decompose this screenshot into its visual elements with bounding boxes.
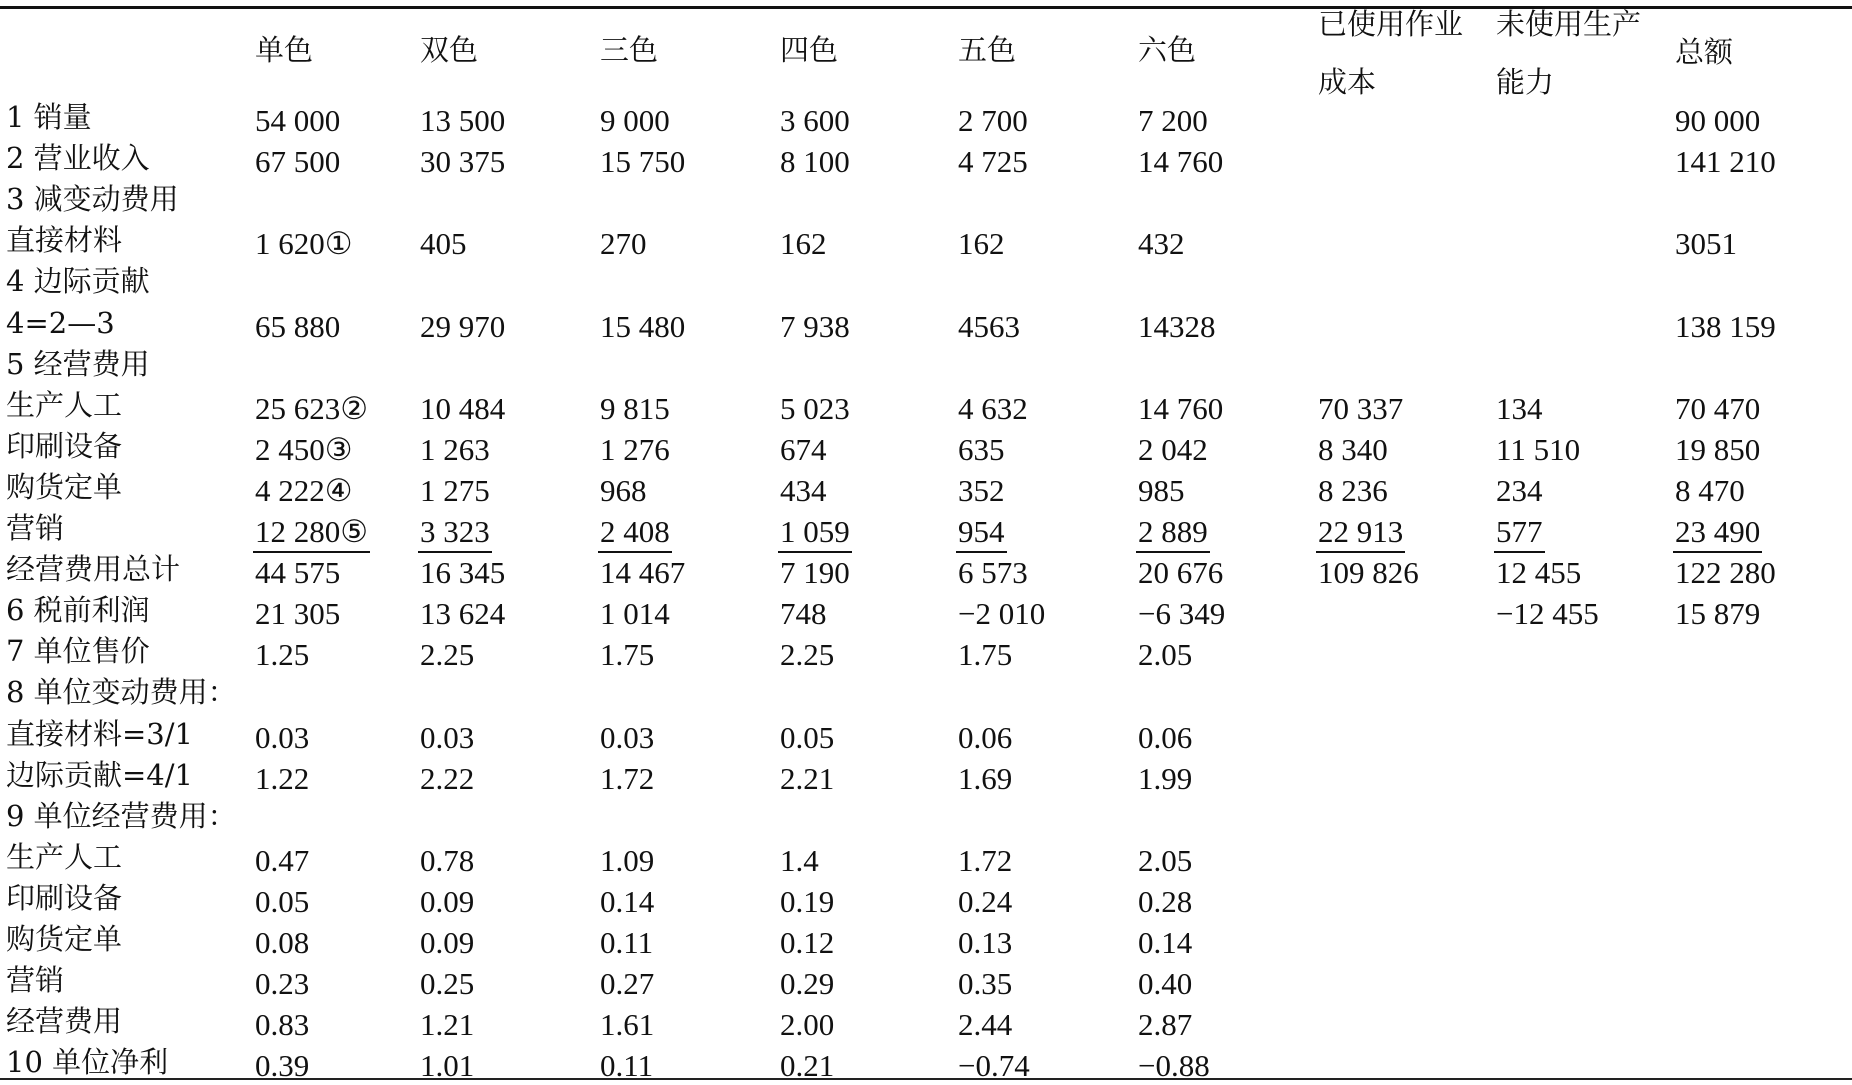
cell-single-color: 4 222④ xyxy=(255,473,353,508)
cell-single-color: 1.25 xyxy=(255,637,310,672)
cell-two-color: 0.09 xyxy=(420,925,475,960)
subtotal-underline xyxy=(598,551,672,553)
cell-three-color: 1.75 xyxy=(600,637,655,672)
row-label: 4 边际贡献 xyxy=(6,264,150,298)
cell-six-color: 985 xyxy=(1138,473,1185,508)
row-label: 生产人工 xyxy=(6,840,123,874)
cell-four-color: 162 xyxy=(780,226,827,261)
header-used-activity-cost-line2: 成本 xyxy=(1318,65,1377,99)
header-used-activity-cost-line1: 已使用作业 xyxy=(1318,7,1464,41)
header-unused-capacity-line1: 未使用生产 xyxy=(1496,7,1642,41)
cell-four-color: 7 938 xyxy=(780,309,850,344)
cell-total: 70 470 xyxy=(1675,391,1761,426)
cell-six-color: 2 889 xyxy=(1138,514,1208,549)
row-label: 购货定单 xyxy=(6,470,123,504)
cell-four-color: 8 100 xyxy=(780,144,850,179)
cell-total: 3051 xyxy=(1675,226,1737,261)
cell-unused-capacity: 234 xyxy=(1496,473,1543,508)
cell-two-color: 0.03 xyxy=(420,720,475,755)
cell-single-color: 0.39 xyxy=(255,1048,310,1083)
cell-single-color: 0.23 xyxy=(255,966,310,1001)
cell-three-color: 0.03 xyxy=(600,720,655,755)
cell-three-color: 0.27 xyxy=(600,966,655,1001)
cell-five-color: 0.13 xyxy=(958,925,1013,960)
cell-four-color: 434 xyxy=(780,473,827,508)
cell-single-color: 12 280⑤ xyxy=(255,514,369,549)
header-five-color: 五色 xyxy=(958,33,1017,67)
cell-six-color: 14 760 xyxy=(1138,144,1224,179)
cell-five-color: 0.35 xyxy=(958,966,1013,1001)
cell-four-color: 7 190 xyxy=(780,555,850,590)
cell-four-color: 0.05 xyxy=(780,720,835,755)
cell-total: 15 879 xyxy=(1675,596,1761,631)
cell-six-color: 14 760 xyxy=(1138,391,1224,426)
cell-two-color: 10 484 xyxy=(420,391,506,426)
cell-single-color: 25 623② xyxy=(255,391,369,426)
cell-six-color: 14328 xyxy=(1138,309,1216,344)
row-label: 直接材料 xyxy=(6,223,123,257)
cell-two-color: 29 970 xyxy=(420,309,506,344)
cell-two-color: 0.78 xyxy=(420,843,475,878)
cell-six-color: 2.05 xyxy=(1138,637,1193,672)
cell-five-color: 635 xyxy=(958,432,1005,467)
cell-single-color: 67 500 xyxy=(255,144,341,179)
cell-five-color: 1.72 xyxy=(958,843,1013,878)
cell-three-color: 1 276 xyxy=(600,432,670,467)
cell-five-color: 1.69 xyxy=(958,761,1013,796)
cell-five-color: 0.06 xyxy=(958,720,1013,755)
cell-five-color: 4 632 xyxy=(958,391,1028,426)
cell-six-color: 7 200 xyxy=(1138,103,1208,138)
cell-four-color: 0.19 xyxy=(780,884,835,919)
cell-five-color: −0.74 xyxy=(958,1048,1030,1083)
cell-three-color: 1 014 xyxy=(600,596,670,631)
cell-four-color: 2.25 xyxy=(780,637,835,672)
cell-used-cost: 70 337 xyxy=(1318,391,1404,426)
cell-six-color: 2 042 xyxy=(1138,432,1208,467)
cell-single-color: 2 450③ xyxy=(255,432,353,467)
cell-unused-capacity: 11 510 xyxy=(1496,432,1581,467)
cell-single-color: 0.05 xyxy=(255,884,310,919)
cell-two-color: 1.21 xyxy=(420,1007,475,1042)
subtotal-underline xyxy=(1673,551,1762,553)
cell-six-color: 2.05 xyxy=(1138,843,1193,878)
cell-two-color: 13 500 xyxy=(420,103,506,138)
cell-five-color: 4563 xyxy=(958,309,1020,344)
cell-five-color: 2 700 xyxy=(958,103,1028,138)
header-three-color: 三色 xyxy=(600,33,659,67)
cell-six-color: 2.87 xyxy=(1138,1007,1193,1042)
cell-three-color: 0.11 xyxy=(600,925,654,960)
row-label: 4=2—3 xyxy=(6,306,115,340)
cell-six-color: −6 349 xyxy=(1138,596,1226,631)
cell-six-color: 20 676 xyxy=(1138,555,1224,590)
cell-five-color: 954 xyxy=(958,514,1005,549)
cell-five-color: 4 725 xyxy=(958,144,1028,179)
row-label: 9 单位经营费用： xyxy=(6,799,237,833)
table-bottom-rule xyxy=(0,1078,1852,1080)
cell-four-color: 5 023 xyxy=(780,391,850,426)
cell-three-color: 0.11 xyxy=(600,1048,654,1083)
cell-single-color: 54 000 xyxy=(255,103,341,138)
cell-single-color: 65 880 xyxy=(255,309,341,344)
row-label: 印刷设备 xyxy=(6,429,123,463)
cell-single-color: 0.47 xyxy=(255,843,310,878)
cell-three-color: 2 408 xyxy=(600,514,670,549)
cell-unused-capacity: 134 xyxy=(1496,391,1543,426)
row-label: 1 销量 xyxy=(6,100,92,134)
cell-total: 122 280 xyxy=(1675,555,1776,590)
cell-three-color: 1.72 xyxy=(600,761,655,796)
cell-three-color: 9 000 xyxy=(600,103,670,138)
cell-two-color: 0.09 xyxy=(420,884,475,919)
cell-total: 138 159 xyxy=(1675,309,1776,344)
cell-total: 90 000 xyxy=(1675,103,1761,138)
cell-used-cost: 109 826 xyxy=(1318,555,1419,590)
row-label: 6 税前利润 xyxy=(6,593,150,627)
cell-six-color: 0.14 xyxy=(1138,925,1193,960)
row-label: 5 经营费用 xyxy=(6,347,150,381)
cell-two-color: 1.01 xyxy=(420,1048,475,1083)
subtotal-underline xyxy=(1494,551,1545,553)
cell-single-color: 0.03 xyxy=(255,720,310,755)
cell-three-color: 1.09 xyxy=(600,843,655,878)
row-label: 营销 xyxy=(6,963,65,997)
cell-two-color: 1 263 xyxy=(420,432,490,467)
cell-five-color: −2 010 xyxy=(958,596,1046,631)
header-six-color: 六色 xyxy=(1138,33,1197,67)
cell-two-color: 30 375 xyxy=(420,144,506,179)
cell-two-color: 2.22 xyxy=(420,761,475,796)
cell-four-color: 748 xyxy=(780,596,827,631)
cell-four-color: 674 xyxy=(780,432,827,467)
cell-four-color: 1 059 xyxy=(780,514,850,549)
cell-four-color: 0.12 xyxy=(780,925,835,960)
cell-five-color: 2.44 xyxy=(958,1007,1013,1042)
cell-six-color: 0.06 xyxy=(1138,720,1193,755)
cell-total: 8 470 xyxy=(1675,473,1745,508)
cell-single-color: 44 575 xyxy=(255,555,341,590)
cell-single-color: 1 620① xyxy=(255,226,353,261)
subtotal-underline xyxy=(1316,551,1405,553)
cell-used-cost: 8 340 xyxy=(1318,432,1388,467)
cell-two-color: 16 345 xyxy=(420,555,506,590)
subtotal-underline xyxy=(778,551,852,553)
cell-three-color: 15 750 xyxy=(600,144,686,179)
cell-four-color: 0.29 xyxy=(780,966,835,1001)
cell-used-cost: 8 236 xyxy=(1318,473,1388,508)
cell-four-color: 2.21 xyxy=(780,761,835,796)
cell-two-color: 1 275 xyxy=(420,473,490,508)
cell-total: 19 850 xyxy=(1675,432,1761,467)
subtotal-underline xyxy=(253,551,370,553)
cell-four-color: 0.21 xyxy=(780,1048,835,1083)
cell-five-color: 1.75 xyxy=(958,637,1013,672)
cell-four-color: 1.4 xyxy=(780,843,819,878)
row-label: 8 单位变动费用： xyxy=(6,675,237,709)
subtotal-underline xyxy=(1136,551,1210,553)
cell-single-color: 0.83 xyxy=(255,1007,310,1042)
cell-three-color: 14 467 xyxy=(600,555,686,590)
cell-four-color: 3 600 xyxy=(780,103,850,138)
cell-single-color: 0.08 xyxy=(255,925,310,960)
header-unused-capacity-line2: 能力 xyxy=(1496,65,1555,99)
cell-three-color: 968 xyxy=(600,473,647,508)
subtotal-underline xyxy=(418,551,492,553)
row-label: 10 单位净利 xyxy=(6,1045,169,1079)
row-label: 购货定单 xyxy=(6,922,123,956)
cell-three-color: 0.14 xyxy=(600,884,655,919)
row-label: 经营费用总计 xyxy=(6,552,181,586)
cell-two-color: 0.25 xyxy=(420,966,475,1001)
header-two-color: 双色 xyxy=(420,33,479,67)
cell-two-color: 2.25 xyxy=(420,637,475,672)
cell-three-color: 1.61 xyxy=(600,1007,655,1042)
row-label: 营销 xyxy=(6,511,65,545)
cell-unused-capacity: 577 xyxy=(1496,514,1543,549)
row-label: 直接材料=3/1 xyxy=(6,717,193,751)
row-label: 印刷设备 xyxy=(6,881,123,915)
cell-three-color: 270 xyxy=(600,226,647,261)
cell-six-color: −0.88 xyxy=(1138,1048,1210,1083)
cell-single-color: 21 305 xyxy=(255,596,341,631)
cell-five-color: 352 xyxy=(958,473,1005,508)
header-total: 总额 xyxy=(1675,35,1734,69)
cell-unused-capacity: 12 455 xyxy=(1496,555,1582,590)
cell-five-color: 0.24 xyxy=(958,884,1013,919)
cell-unused-capacity: −12 455 xyxy=(1496,596,1599,631)
cell-two-color: 13 624 xyxy=(420,596,506,631)
cell-total: 23 490 xyxy=(1675,514,1761,549)
header-four-color: 四色 xyxy=(780,33,839,67)
cell-three-color: 15 480 xyxy=(600,309,686,344)
cell-four-color: 2.00 xyxy=(780,1007,835,1042)
row-label: 7 单位售价 xyxy=(6,634,150,668)
cell-six-color: 0.28 xyxy=(1138,884,1193,919)
row-label: 3 减变动费用 xyxy=(6,182,179,216)
cell-six-color: 432 xyxy=(1138,226,1185,261)
cell-two-color: 405 xyxy=(420,226,467,261)
cell-five-color: 6 573 xyxy=(958,555,1028,590)
cell-three-color: 9 815 xyxy=(600,391,670,426)
subtotal-underline xyxy=(956,551,1007,553)
cell-single-color: 1.22 xyxy=(255,761,310,796)
cell-five-color: 162 xyxy=(958,226,1005,261)
cell-six-color: 0.40 xyxy=(1138,966,1193,1001)
row-label: 生产人工 xyxy=(6,388,123,422)
row-label: 2 营业收入 xyxy=(6,141,150,175)
row-label: 经营费用 xyxy=(6,1004,123,1038)
cell-total: 141 210 xyxy=(1675,144,1776,179)
cell-used-cost: 22 913 xyxy=(1318,514,1404,549)
cell-two-color: 3 323 xyxy=(420,514,490,549)
cell-six-color: 1.99 xyxy=(1138,761,1193,796)
header-single-color: 单色 xyxy=(255,33,314,67)
row-label: 边际贡献=4/1 xyxy=(6,758,193,792)
